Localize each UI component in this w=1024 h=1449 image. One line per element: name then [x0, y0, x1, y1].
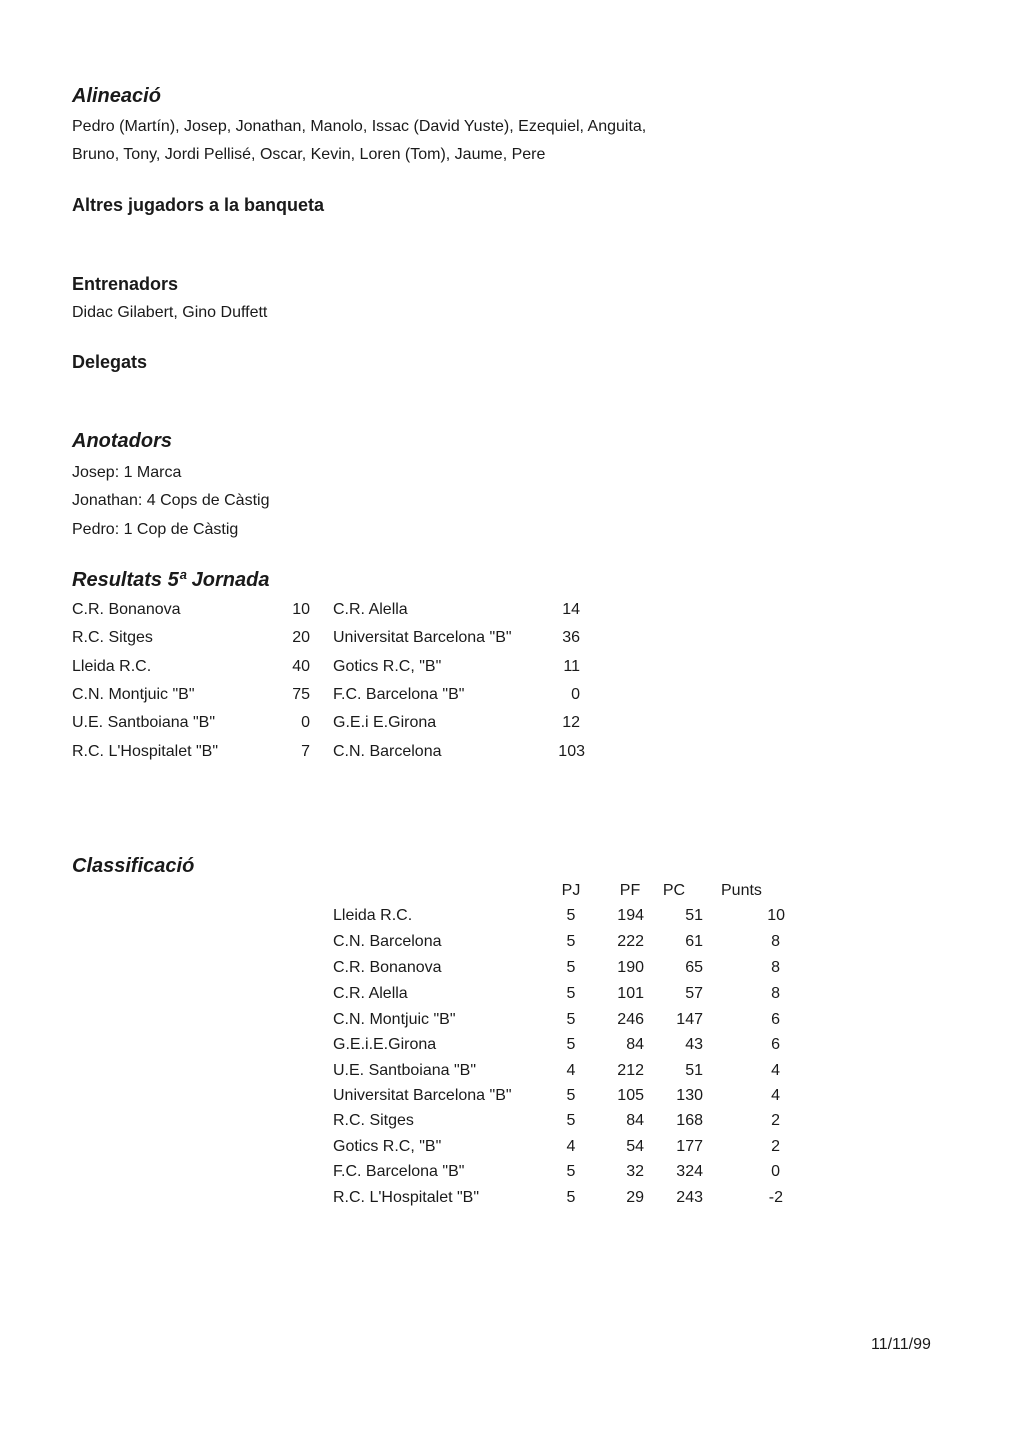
delegats-title: Delegats	[72, 352, 148, 372]
away-score: 11	[563, 658, 580, 675]
table-row	[0, 1163, 1024, 1187]
pf-value: 246	[617, 1011, 644, 1028]
home-score: 20	[292, 629, 310, 646]
pj-value: 5	[566, 1112, 576, 1129]
away-score: 36	[562, 629, 580, 646]
away-score: 103	[558, 743, 585, 760]
alineacio-title: Alineació	[72, 85, 161, 107]
table-header	[0, 882, 1024, 906]
home-team: R.C. L'Hospitalet "B"	[72, 743, 219, 760]
team-name: C.R. Alella	[333, 985, 408, 1002]
header-pc: PC	[662, 882, 686, 899]
pj-value: 5	[566, 1036, 576, 1053]
home-score: 10	[292, 601, 310, 618]
team-name: C.N. Barcelona	[333, 933, 442, 950]
result-row	[0, 714, 1024, 738]
punts-value: 10	[767, 907, 785, 924]
pj-value: 5	[566, 985, 576, 1002]
header-pj: PJ	[561, 882, 581, 899]
entrenadors-title: Entrenadors	[72, 274, 179, 294]
pf-value: 101	[617, 985, 644, 1002]
pc-value: 61	[685, 933, 703, 950]
pj-value: 4	[566, 1138, 576, 1155]
home-score: 75	[292, 686, 310, 703]
pf-value: 84	[626, 1112, 644, 1129]
punts-value: 2	[771, 1138, 780, 1155]
team-name: Gotics R.C, "B"	[333, 1138, 442, 1155]
punts-value: 2	[771, 1112, 780, 1129]
away-team: Universitat Barcelona "B"	[333, 629, 512, 646]
punts-value: 4	[771, 1062, 780, 1079]
alineacio-line-1: Pedro (Martín), Josep, Jonathan, Manolo, Issac (David Yuste), Ezequiel, Anguita,	[72, 118, 647, 135]
punts-value: -2	[768, 1189, 783, 1206]
pj-value: 5	[566, 959, 576, 976]
pf-value: 105	[617, 1087, 644, 1104]
anotadors-title: Anotadors	[72, 430, 172, 452]
table-row	[0, 985, 1024, 1009]
table-row	[0, 1138, 1024, 1162]
pj-value: 5	[566, 907, 576, 924]
pc-value: 324	[676, 1163, 703, 1180]
pc-value: 177	[676, 1138, 703, 1155]
away-team: C.N. Barcelona	[333, 743, 442, 760]
team-name: C.R. Bonanova	[333, 959, 442, 976]
pc-value: 243	[676, 1189, 703, 1206]
pc-value: 130	[676, 1087, 703, 1104]
table-row	[0, 933, 1024, 957]
classificacio-title: Classificació	[72, 855, 195, 877]
table-row	[0, 1087, 1024, 1111]
anotador-line: Josep: 1 Marca	[72, 464, 182, 481]
team-name: Lleida R.C.	[333, 907, 413, 924]
pc-value: 147	[676, 1011, 703, 1028]
table-row	[0, 1036, 1024, 1060]
table-row	[0, 959, 1024, 983]
home-score: 7	[301, 743, 310, 760]
home-team: Lleida R.C.	[72, 658, 152, 675]
away-score: 0	[571, 686, 580, 703]
home-team: C.N. Montjuic "B"	[72, 686, 195, 703]
away-score: 12	[562, 714, 580, 731]
pc-value: 51	[685, 907, 703, 924]
anotador-line: Jonathan: 4 Cops de Càstig	[72, 492, 270, 509]
team-name: R.C. L'Hospitalet "B"	[333, 1189, 480, 1206]
alineacio-line-2: Bruno, Tony, Jordi Pellisé, Oscar, Kevin, Loren (Tom), Jaume, Pere	[72, 146, 546, 163]
pc-value: 43	[685, 1036, 703, 1053]
punts-value: 8	[771, 959, 780, 976]
pc-value: 51	[685, 1062, 703, 1079]
pf-value: 222	[617, 933, 644, 950]
pf-value: 29	[626, 1189, 644, 1206]
punts-value: 8	[771, 933, 780, 950]
pf-value: 54	[626, 1138, 644, 1155]
result-row	[0, 629, 1024, 653]
banqueta-title: Altres jugadors a la banqueta	[72, 195, 325, 215]
away-score: 14	[562, 601, 580, 618]
pf-value: 32	[626, 1163, 644, 1180]
pc-value: 65	[685, 959, 703, 976]
punts-value: 6	[771, 1036, 780, 1053]
pj-value: 5	[566, 1163, 576, 1180]
table-row	[0, 1011, 1024, 1035]
result-row	[0, 743, 1024, 767]
away-team: F.C. Barcelona "B"	[333, 686, 465, 703]
pc-value: 57	[685, 985, 703, 1002]
table-row	[0, 907, 1024, 931]
footer-date: 11/11/99	[871, 1336, 931, 1353]
table-row	[0, 1112, 1024, 1136]
pj-value: 4	[566, 1062, 576, 1079]
home-team: C.R. Bonanova	[72, 601, 181, 618]
pj-value: 5	[566, 1087, 576, 1104]
header-punts: Punts	[721, 882, 762, 899]
punts-value: 4	[771, 1087, 780, 1104]
away-team: C.R. Alella	[333, 601, 408, 618]
header-pf: PF	[619, 882, 641, 899]
pc-value: 168	[676, 1112, 703, 1129]
away-team: Gotics R.C, "B"	[333, 658, 442, 675]
table-row	[0, 1189, 1024, 1213]
pj-value: 5	[566, 1011, 576, 1028]
home-team: U.E. Santboiana "B"	[72, 714, 215, 731]
punts-value: 6	[771, 1011, 780, 1028]
pj-value: 5	[566, 933, 576, 950]
team-name: C.N. Montjuic "B"	[333, 1011, 456, 1028]
punts-value: 8	[771, 985, 780, 1002]
team-name: F.C. Barcelona "B"	[333, 1163, 465, 1180]
resultats-title: Resultats 5ª Jornada	[72, 569, 270, 591]
result-row	[0, 601, 1024, 625]
pj-value: 5	[566, 1189, 576, 1206]
punts-value: 0	[771, 1163, 780, 1180]
entrenadors-names: Didac Gilabert, Gino Duffett	[72, 304, 268, 321]
pf-value: 84	[626, 1036, 644, 1053]
home-score: 40	[292, 658, 310, 675]
away-team: G.E.i E.Girona	[333, 714, 437, 731]
home-team: R.C. Sitges	[72, 629, 153, 646]
team-name: Universitat Barcelona "B"	[333, 1087, 512, 1104]
team-name: R.C. Sitges	[333, 1112, 414, 1129]
pf-value: 212	[617, 1062, 644, 1079]
anotador-line: Pedro: 1 Cop de Càstig	[72, 521, 239, 538]
result-row	[0, 658, 1024, 682]
table-row	[0, 1062, 1024, 1086]
pf-value: 194	[617, 907, 644, 924]
team-name: U.E. Santboiana "B"	[333, 1062, 476, 1079]
pf-value: 190	[617, 959, 644, 976]
home-score: 0	[301, 714, 310, 731]
team-name: G.E.i.E.Girona	[333, 1036, 437, 1053]
result-row	[0, 686, 1024, 710]
